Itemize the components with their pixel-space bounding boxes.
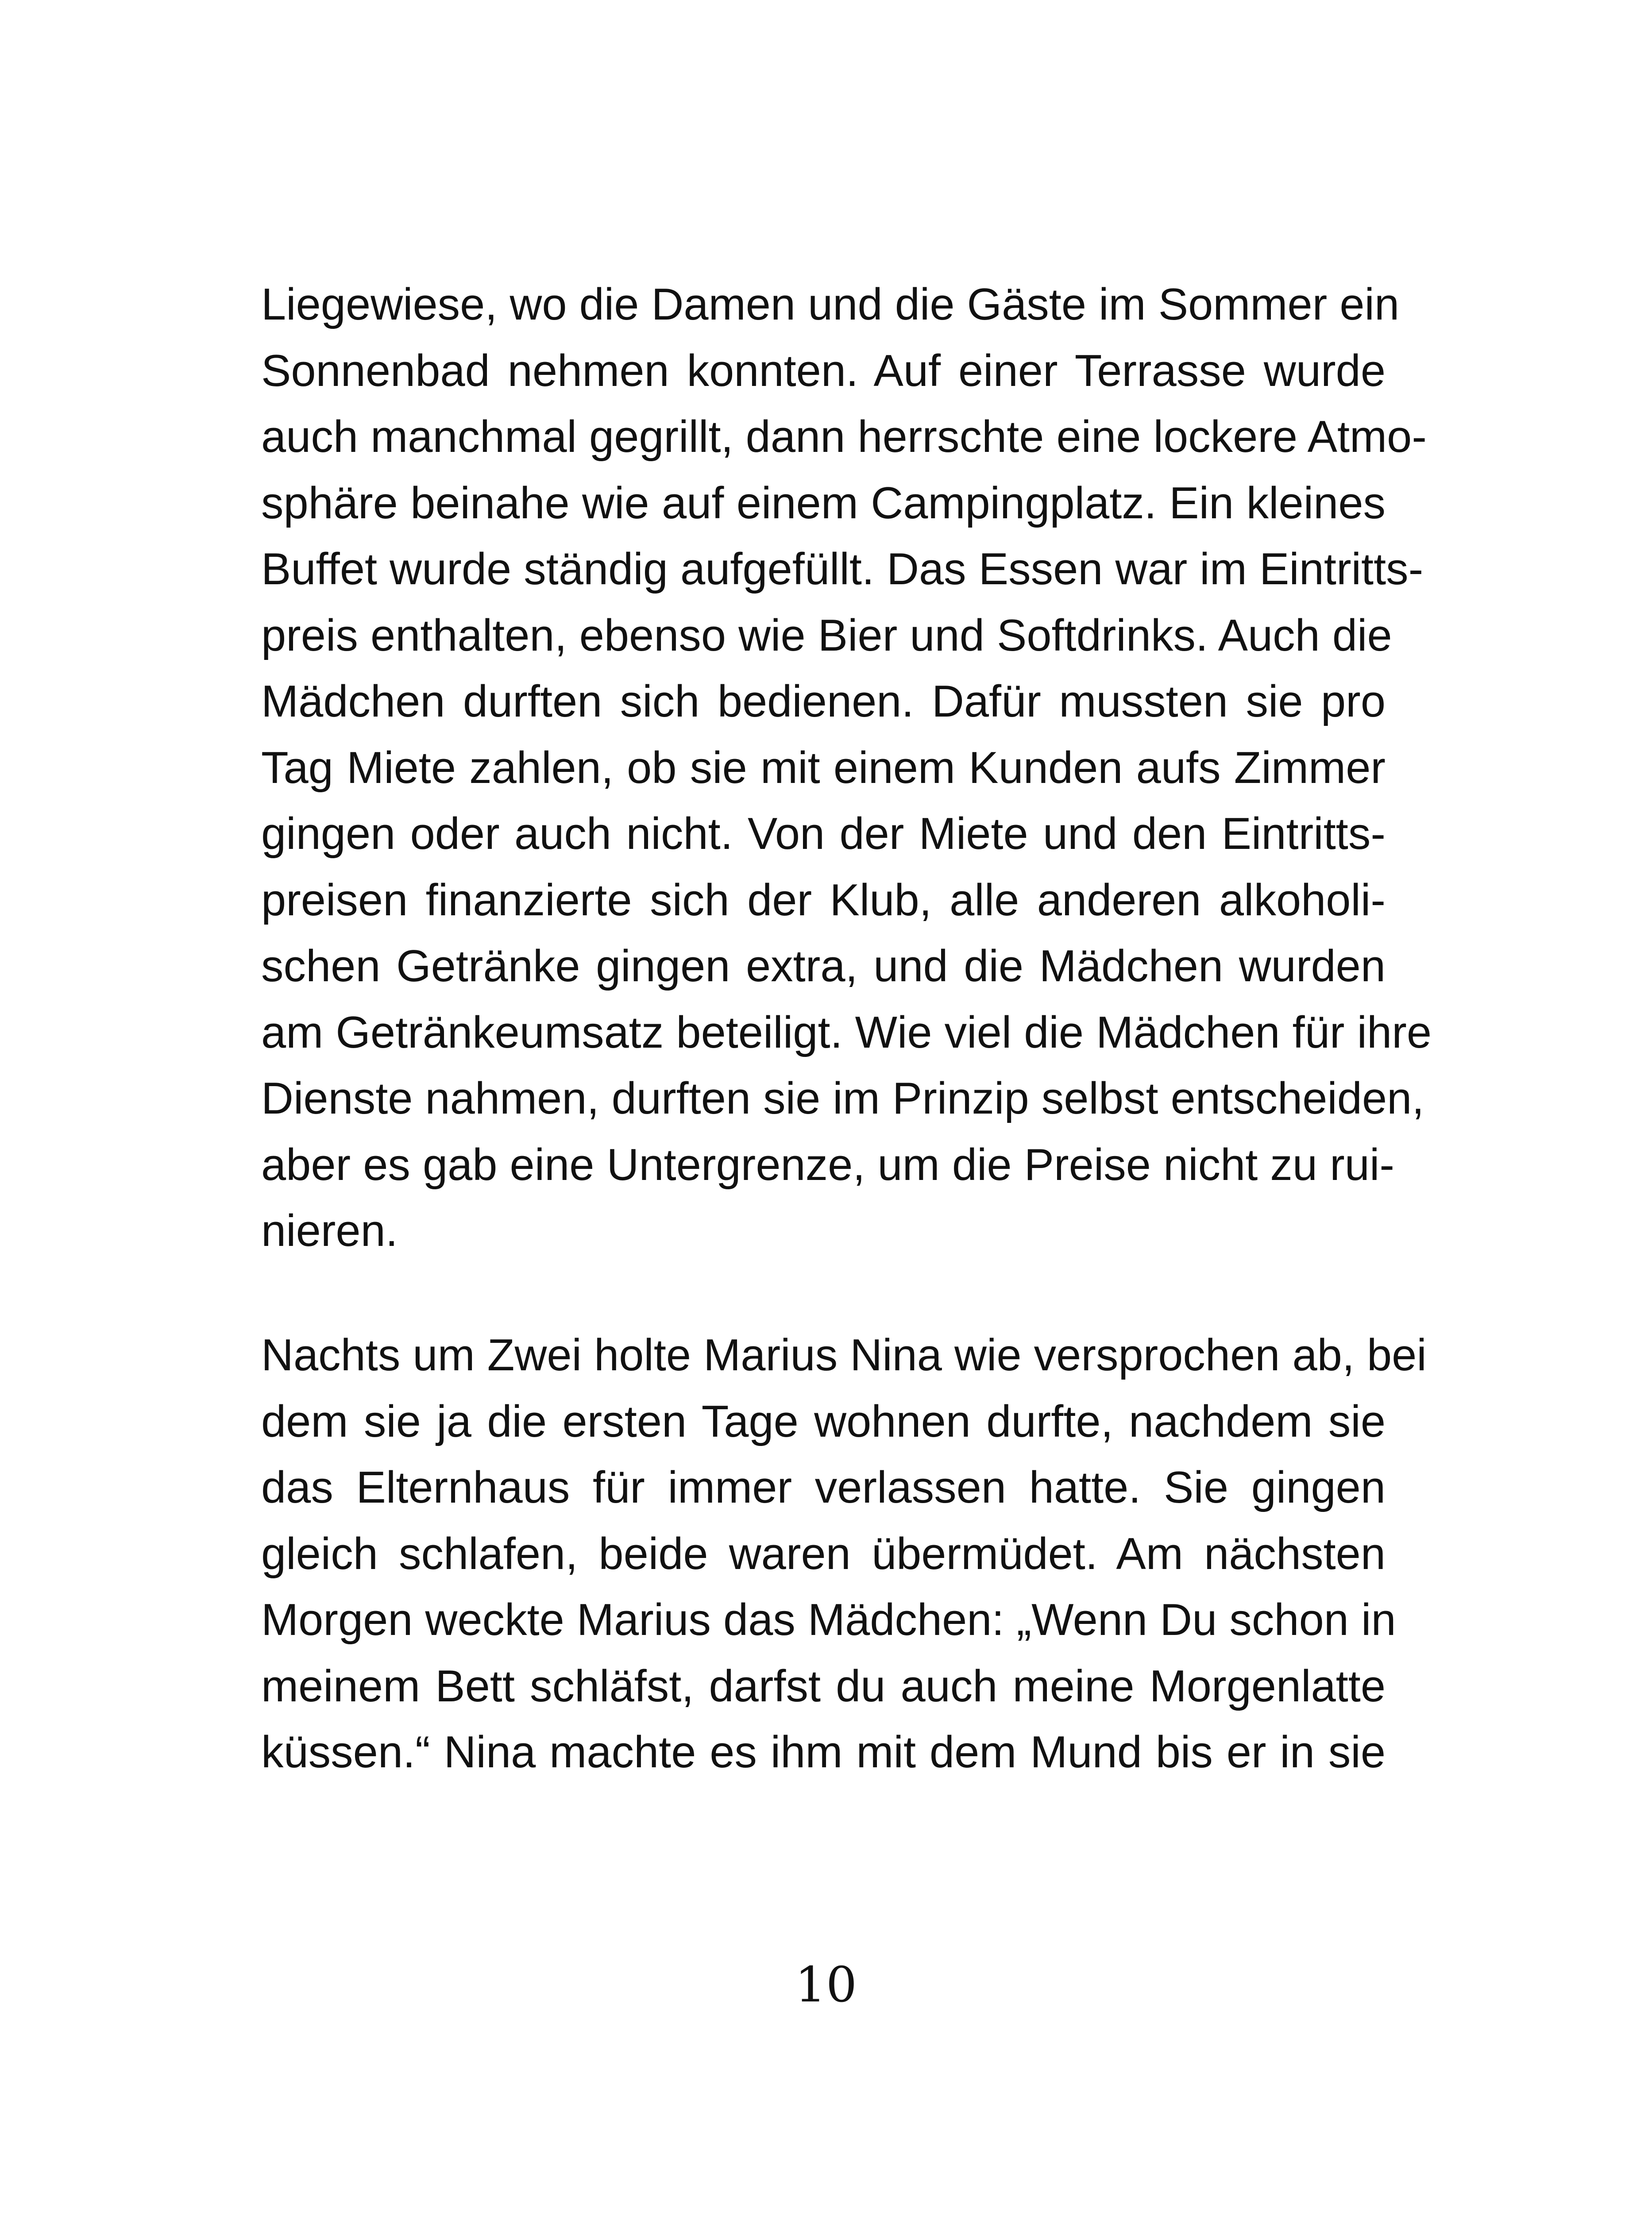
text-line: küssen.“ Nina machte es ihm mit dem Mund bis er in sie (261, 1727, 1386, 1777)
paragraph-2 (261, 1322, 1427, 1786)
text-line: am Getränkeumsatz beteiligt. Wie viel die Mädchen für ihre (261, 1007, 1432, 1057)
text-line: dem sie ja die ersten Tage wohnen durfte, nachdem sie (261, 1396, 1386, 1446)
text-line: preis enthalten, ebenso wie Bier und Softdrinks. Auch die (261, 610, 1392, 660)
text-line: preisen finanzierte sich der Klub, alle anderen alkoholi- (261, 875, 1386, 925)
text-line: Tag Miete zahlen, ob sie mit einem Kunden aufs Zimmer (261, 743, 1386, 793)
paragraph-1 (261, 272, 1432, 1265)
text-line: Buffet wurde ständig aufgefüllt. Das Essen war im Eintritts- (261, 544, 1424, 594)
text-line: meinem Bett schläfst, darfst du auch meine Morgenlatte (261, 1661, 1386, 1711)
text-line: Sonnenbad nehmen konnten. Auf einer Terrasse wurde (261, 346, 1386, 396)
text-line: aber es gab eine Untergrenze, um die Preise nicht zu rui- (261, 1140, 1395, 1190)
page-number: 10 (795, 1956, 857, 2013)
text-line: gleich schlafen, beide waren übermüdet. Am nächsten (261, 1529, 1386, 1579)
text-line: Mädchen durften sich bedienen. Dafür mussten sie pro (261, 677, 1386, 726)
text-line: schen Getränke gingen extra, und die Mädchen wurden (261, 941, 1386, 991)
text-line: Dienste nahmen, durften sie im Prinzip selbst entscheiden, (261, 1074, 1424, 1123)
text-line: Liegewiese, wo die Damen und die Gäste im Sommer ein (261, 280, 1400, 329)
text-line: das Elternhaus für immer verlassen hatte. Sie gingen (261, 1463, 1386, 1512)
text-line: Nachts um Zwei holte Marius Nina wie versprochen ab, bei (261, 1330, 1427, 1380)
text-line: auch manchmal gegrillt, dann herrschte eine lockere Atmo- (261, 412, 1427, 462)
text-line: sphäre beinahe wie auf einem Campingplatz. Ein kleines (261, 478, 1386, 528)
text-line: gingen oder auch nicht. Von der Miete und den Eintritts- (261, 809, 1386, 859)
text-line: Morgen weckte Marius das Mädchen: „Wenn Du schon in (261, 1595, 1396, 1645)
text-line: nieren. (261, 1206, 398, 1256)
